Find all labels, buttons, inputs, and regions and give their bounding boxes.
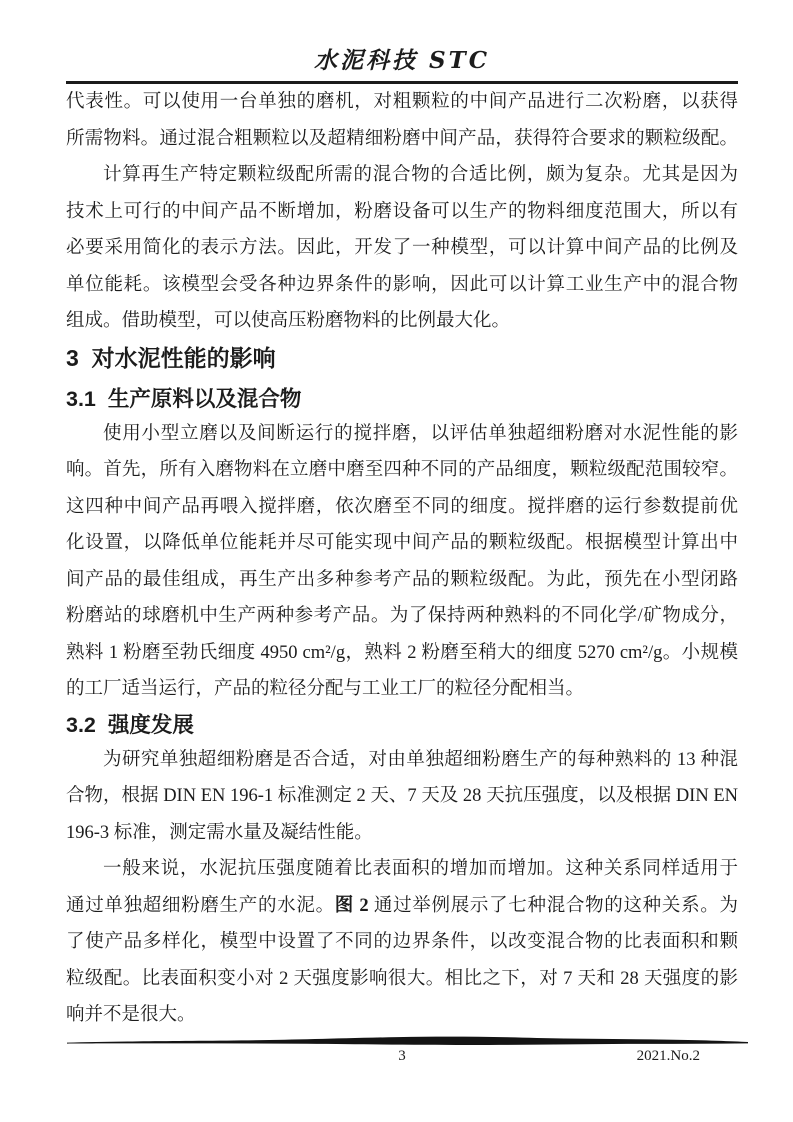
text-line xyxy=(66,157,738,194)
bold-text-run: 图 2 xyxy=(334,895,369,916)
text-run: 通过单独超细粉磨生产的水泥。 xyxy=(66,895,335,916)
text-line xyxy=(66,267,738,304)
text-line xyxy=(66,230,738,267)
text-line xyxy=(66,635,738,672)
text-run: 所需物料。通过混合粗颗粒以及超精细粉磨中间产品，获得符合要求的颗粒级配。 xyxy=(66,128,738,149)
text-run: 计算再生产特定颗粒级配所需的混合物的合适比例，颇为复杂。尤其是因为 xyxy=(103,165,738,185)
text-line xyxy=(66,997,738,1034)
text-run: 技术上可行的中间产品不断增加，粉磨设备可以生产的物料细度范围大，所以有 xyxy=(66,201,738,222)
text-line xyxy=(66,303,738,340)
text-line xyxy=(66,416,738,453)
text-line xyxy=(66,742,738,779)
text-line xyxy=(66,525,738,562)
text-run: 3.2 强度发展 xyxy=(66,712,194,737)
text-run: 3.1 生产原料以及混合物 xyxy=(66,386,302,411)
text-line xyxy=(66,489,738,526)
section-heading xyxy=(66,382,738,416)
text-line xyxy=(66,562,738,599)
text-run: 粒级配。比表面积变小对 2 天强度影响很大。相比之下，对 7 天和 28 天强度的影 xyxy=(66,968,738,989)
text-run: 3 对水泥性能的影响 xyxy=(66,344,276,371)
text-line xyxy=(66,194,738,231)
text-run: 必要采用简化的表示方法。因此，开发了一种模型，可以计算中间产品的比例及 xyxy=(66,238,738,258)
text-line xyxy=(66,924,738,961)
section-heading xyxy=(66,340,738,376)
text-run: 化设置，以降低单位能耗并尽可能实现中间产品的颗粒级配。根据模型计算出中 xyxy=(66,533,738,553)
footer-divider-line xyxy=(67,1034,748,1046)
issue-number: 2021.No.2 xyxy=(636,1047,700,1064)
text-line xyxy=(66,815,738,852)
text-run: 粉磨站的球磨机中生产两种参考产品。为了保持两种熟料的不同化学/矿物成分， xyxy=(66,606,738,626)
text-run: 熟料 1 粉磨至勃氏细度 4950 cm²/g，熟料 2 粉磨至稍大的细度 5270 cm²/g。小规模 xyxy=(66,642,738,663)
page-footer xyxy=(66,1034,738,1066)
text-line xyxy=(66,452,738,489)
text-run: 组成。借助模型，可以使高压粉磨物料的比例最大化。 xyxy=(66,311,511,331)
text-run: 为研究单独超细粉磨是否合适，对由单独超细粉磨生产的每种熟料的 13 种混 xyxy=(103,749,738,770)
text-run: 这四种中间产品再喂入搅拌磨，依次磨至不同的细度。搅拌磨的运行参数提前优 xyxy=(66,496,738,517)
text-run: 通过举例展示了七种混合物的这种关系。为 xyxy=(368,895,738,916)
document-body xyxy=(66,84,738,1034)
page-number: 3 xyxy=(398,1047,406,1064)
text-run: 响。首先，所有入磨物料在立磨中磨至四种不同的产品细度，颗粒级配范围较窄。 xyxy=(66,460,738,480)
text-line xyxy=(66,121,738,158)
journal-title: 水泥科技 STC xyxy=(313,47,491,74)
text-run: 使用小型立磨以及间断运行的搅拌磨，以评估单独超细粉磨对水泥性能的影 xyxy=(103,423,738,444)
text-run: 合物，根据 DIN EN 196-1 标准测定 2 天、7 天及 28 天抗压强度，以及根据 DIN EN xyxy=(66,786,738,806)
text-run: 了使产品多样化，模型中设置了不同的边界条件，以改变混合物的比表面积和颗 xyxy=(66,932,738,952)
section-heading xyxy=(66,708,738,742)
text-run: 的工厂适当运行，产品的粒径分配与工业工厂的粒径分配相当。 xyxy=(66,679,585,699)
text-line xyxy=(66,84,738,121)
text-line xyxy=(66,778,738,815)
text-run: 196-3 标准，测定需水量及凝结性能。 xyxy=(66,822,373,843)
text-run: 代表性。可以使用一台单独的磨机，对粗颗粒的中间产品进行二次粉磨，以获得 xyxy=(66,92,738,112)
footer-row xyxy=(66,1046,738,1066)
text-run: 间产品的最佳组成，再生产出多种参考产品的颗粒级配。为此，预先在小型闭路 xyxy=(66,569,738,590)
text-line xyxy=(66,888,738,925)
text-run: 一般来说，水泥抗压强度随着比表面积的增加而增加。这种关系同样适用于 xyxy=(103,859,738,879)
text-run: 响并不是很大。 xyxy=(66,1005,196,1025)
page-content xyxy=(66,0,738,1066)
text-line xyxy=(66,598,738,635)
text-line xyxy=(66,961,738,998)
text-run: 单位能耗。该模型会受各种边界条件的影响，因此可以计算工业生产中的混合物 xyxy=(66,274,738,295)
page-header xyxy=(66,0,738,84)
text-line xyxy=(66,851,738,888)
text-line xyxy=(66,671,738,708)
